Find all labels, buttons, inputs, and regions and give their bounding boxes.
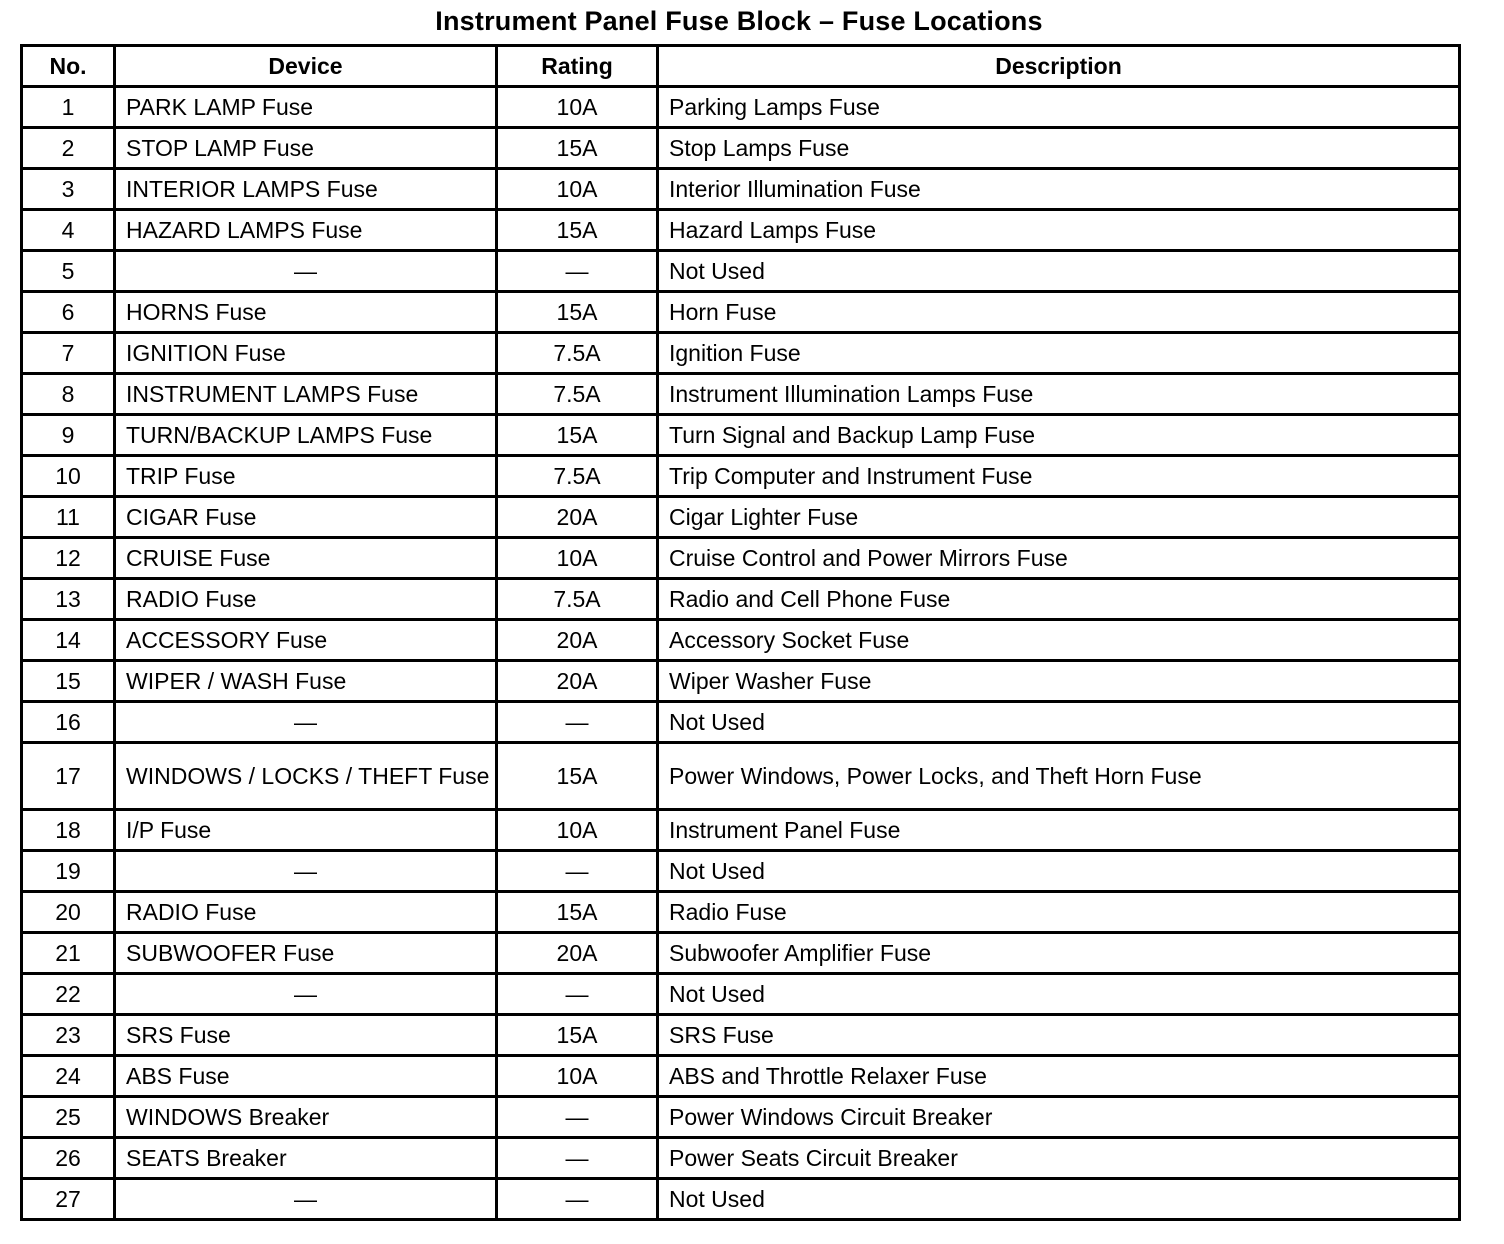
cell-rating: — — [497, 702, 658, 743]
table-row — [22, 128, 1460, 169]
table-row — [22, 538, 1460, 579]
cell-rating: 20A — [497, 661, 658, 702]
cell-device: IGNITION Fuse — [115, 333, 497, 374]
cell-device: ACCESSORY Fuse — [115, 620, 497, 661]
cell-description: ABS and Throttle Relaxer Fuse — [658, 1056, 1460, 1097]
cell-device: — — [115, 702, 497, 743]
cell-device: I/P Fuse — [115, 810, 497, 851]
table-row — [22, 456, 1460, 497]
cell-description: Instrument Illumination Lamps Fuse — [658, 374, 1460, 415]
cell-device: HORNS Fuse — [115, 292, 497, 333]
cell-device: RADIO Fuse — [115, 892, 497, 933]
table-row — [22, 974, 1460, 1015]
cell-rating: 15A — [497, 1015, 658, 1056]
cell-no: 2 — [22, 128, 115, 169]
cell-rating: 20A — [497, 497, 658, 538]
table-row — [22, 497, 1460, 538]
cell-description: Interior Illumination Fuse — [658, 169, 1460, 210]
cell-device: TRIP Fuse — [115, 456, 497, 497]
cell-description: Radio Fuse — [658, 892, 1460, 933]
cell-no: 20 — [22, 892, 115, 933]
cell-description: Cruise Control and Power Mirrors Fuse — [658, 538, 1460, 579]
cell-rating: 15A — [497, 128, 658, 169]
column-header-no: No. — [22, 46, 115, 87]
table-row — [22, 1097, 1460, 1138]
cell-device: RADIO Fuse — [115, 579, 497, 620]
cell-no: 14 — [22, 620, 115, 661]
fuse-rows — [22, 87, 1460, 1220]
table-row — [22, 169, 1460, 210]
table-row — [22, 810, 1460, 851]
table-row — [22, 251, 1460, 292]
cell-description: Stop Lamps Fuse — [658, 128, 1460, 169]
cell-device: SRS Fuse — [115, 1015, 497, 1056]
cell-device: CIGAR Fuse — [115, 497, 497, 538]
cell-description: Hazard Lamps Fuse — [658, 210, 1460, 251]
cell-description: Radio and Cell Phone Fuse — [658, 579, 1460, 620]
cell-rating: 15A — [497, 892, 658, 933]
cell-no: 17 — [22, 743, 115, 810]
cell-device: SEATS Breaker — [115, 1138, 497, 1179]
cell-no: 24 — [22, 1056, 115, 1097]
cell-description: Accessory Socket Fuse — [658, 620, 1460, 661]
cell-rating: 10A — [497, 169, 658, 210]
table-row — [22, 743, 1460, 810]
cell-description: Not Used — [658, 851, 1460, 892]
table-row — [22, 1138, 1460, 1179]
cell-rating: 20A — [497, 933, 658, 974]
cell-device: SUBWOOFER Fuse — [115, 933, 497, 974]
cell-device: ABS Fuse — [115, 1056, 497, 1097]
cell-device: TURN/BACKUP LAMPS Fuse — [115, 415, 497, 456]
cell-device: WINDOWS / LOCKS / THEFT Fuse — [115, 743, 497, 810]
cell-description: Not Used — [658, 1179, 1460, 1220]
cell-rating: — — [497, 974, 658, 1015]
cell-no: 16 — [22, 702, 115, 743]
table-row — [22, 1015, 1460, 1056]
table-row — [22, 579, 1460, 620]
header-row — [22, 46, 1460, 87]
cell-no: 5 — [22, 251, 115, 292]
cell-description: Wiper Washer Fuse — [658, 661, 1460, 702]
table-row — [22, 702, 1460, 743]
cell-rating: 15A — [497, 292, 658, 333]
cell-device: INTERIOR LAMPS Fuse — [115, 169, 497, 210]
cell-device: STOP LAMP Fuse — [115, 128, 497, 169]
table-row — [22, 892, 1460, 933]
cell-description: Cigar Lighter Fuse — [658, 497, 1460, 538]
cell-description: Power Windows Circuit Breaker — [658, 1097, 1460, 1138]
cell-no: 1 — [22, 87, 115, 128]
cell-description: Turn Signal and Backup Lamp Fuse — [658, 415, 1460, 456]
cell-rating: — — [497, 251, 658, 292]
cell-description: Trip Computer and Instrument Fuse — [658, 456, 1460, 497]
cell-device: INSTRUMENT LAMPS Fuse — [115, 374, 497, 415]
table-row — [22, 661, 1460, 702]
cell-rating: 7.5A — [497, 579, 658, 620]
cell-no: 15 — [22, 661, 115, 702]
cell-description: Power Seats Circuit Breaker — [658, 1138, 1460, 1179]
cell-device: HAZARD LAMPS Fuse — [115, 210, 497, 251]
table-row — [22, 620, 1460, 661]
cell-rating: — — [497, 1179, 658, 1220]
cell-description: Instrument Panel Fuse — [658, 810, 1460, 851]
cell-description: Ignition Fuse — [658, 333, 1460, 374]
cell-rating: 10A — [497, 538, 658, 579]
cell-no: 3 — [22, 169, 115, 210]
cell-rating: 15A — [497, 415, 658, 456]
table-row — [22, 1179, 1460, 1220]
cell-device: WINDOWS Breaker — [115, 1097, 497, 1138]
cell-rating: 15A — [497, 743, 658, 810]
cell-rating: 7.5A — [497, 333, 658, 374]
cell-rating: 20A — [497, 620, 658, 661]
table-row — [22, 210, 1460, 251]
cell-no: 19 — [22, 851, 115, 892]
column-header-rating: Rating — [497, 46, 658, 87]
cell-device: — — [115, 974, 497, 1015]
cell-no: 4 — [22, 210, 115, 251]
cell-no: 25 — [22, 1097, 115, 1138]
column-header-device: Device — [115, 46, 497, 87]
cell-device: — — [115, 851, 497, 892]
cell-rating: 15A — [497, 210, 658, 251]
cell-rating: — — [497, 1097, 658, 1138]
cell-no: 27 — [22, 1179, 115, 1220]
column-header-description: Description — [658, 46, 1460, 87]
cell-description: Not Used — [658, 974, 1460, 1015]
cell-device: — — [115, 1179, 497, 1220]
cell-device: WIPER / WASH Fuse — [115, 661, 497, 702]
cell-device: PARK LAMP Fuse — [115, 87, 497, 128]
cell-no: 21 — [22, 933, 115, 974]
cell-no: 22 — [22, 974, 115, 1015]
cell-rating: 7.5A — [497, 456, 658, 497]
cell-rating: 7.5A — [497, 374, 658, 415]
cell-description: Subwoofer Amplifier Fuse — [658, 933, 1460, 974]
cell-rating: 10A — [497, 810, 658, 851]
cell-no: 10 — [22, 456, 115, 497]
cell-no: 6 — [22, 292, 115, 333]
cell-no: 18 — [22, 810, 115, 851]
cell-device: — — [115, 251, 497, 292]
table-row — [22, 374, 1460, 415]
cell-description: Power Windows, Power Locks, and Theft Horn Fuse — [658, 743, 1460, 810]
fuse-table — [20, 44, 1461, 1221]
cell-rating: 10A — [497, 1056, 658, 1097]
cell-description: Horn Fuse — [658, 292, 1460, 333]
cell-no: 26 — [22, 1138, 115, 1179]
table-row — [22, 933, 1460, 974]
cell-rating: — — [497, 851, 658, 892]
cell-no: 11 — [22, 497, 115, 538]
cell-no: 9 — [22, 415, 115, 456]
cell-no: 8 — [22, 374, 115, 415]
cell-no: 12 — [22, 538, 115, 579]
cell-no: 7 — [22, 333, 115, 374]
cell-no: 23 — [22, 1015, 115, 1056]
cell-description: SRS Fuse — [658, 1015, 1460, 1056]
cell-rating: — — [497, 1138, 658, 1179]
cell-description: Parking Lamps Fuse — [658, 87, 1460, 128]
table-row — [22, 851, 1460, 892]
table-row — [22, 292, 1460, 333]
page-title: Instrument Panel Fuse Block – Fuse Locations — [435, 6, 1043, 36]
table-row — [22, 1056, 1460, 1097]
table-row — [22, 415, 1460, 456]
table-row — [22, 87, 1460, 128]
cell-device: CRUISE Fuse — [115, 538, 497, 579]
table-row — [22, 333, 1460, 374]
cell-description: Not Used — [658, 702, 1460, 743]
cell-rating: 10A — [497, 87, 658, 128]
cell-description: Not Used — [658, 251, 1460, 292]
cell-no: 13 — [22, 579, 115, 620]
